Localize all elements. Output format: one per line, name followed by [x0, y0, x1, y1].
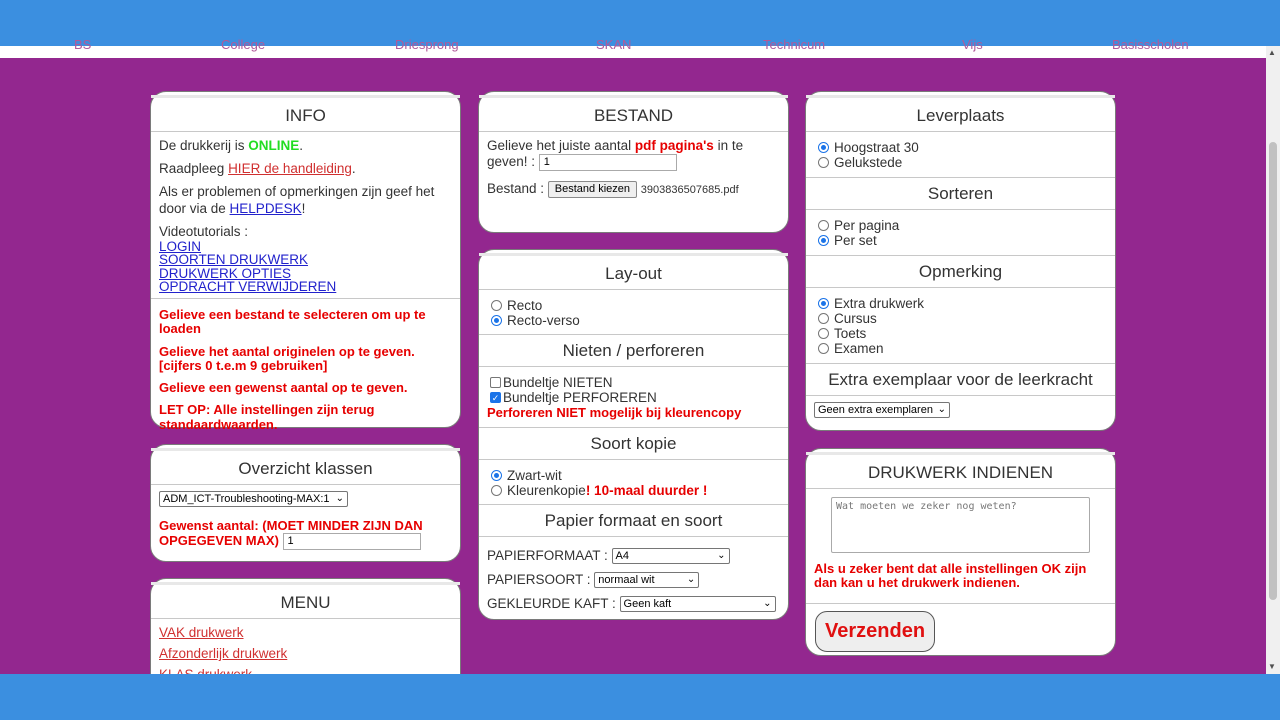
- papierformaat-select[interactable]: [612, 548, 730, 564]
- papierformaat-row: [487, 544, 780, 568]
- verzenden-button[interactable]: Verzenden: [815, 611, 935, 652]
- perforeren-warning: Perforeren NIET mogelijk bij kleurencopy: [487, 405, 742, 420]
- option-label: Zwart-wit: [507, 467, 562, 483]
- select-value: Geen extra exemplaren: [818, 404, 933, 417]
- nav-item-driesprong[interactable]: Driesprong: [395, 37, 459, 52]
- leverplaats-title: Leverplaats: [806, 95, 1115, 132]
- klassen-panel: [150, 444, 461, 562]
- error-list: [151, 298, 460, 432]
- pages-suffix: in te geven! :: [487, 138, 744, 170]
- klassen-title: Overzicht klassen: [151, 448, 460, 485]
- klassen-body: [151, 485, 460, 556]
- kaft-label: GEKLEURDE KAFT :: [487, 595, 620, 611]
- opmerking-option-toets[interactable]: [814, 326, 1107, 341]
- problem-suffix: !: [301, 200, 306, 216]
- sorteren-option-per-set[interactable]: [814, 233, 1107, 248]
- file-name: 3903836507685.pdf: [640, 184, 739, 197]
- radio-toets[interactable]: [818, 328, 829, 339]
- klassen-select-value: ADM_ICT-Troubleshooting-MAX:1: [163, 493, 330, 505]
- desired-label: Gewenst aantal: (MOET MINDER ZIJN DAN OPGEGEVEN MAX): [159, 518, 423, 549]
- sorteren-body: [806, 210, 1115, 255]
- menu-item-vak[interactable]: VAK drukwerk: [159, 625, 244, 640]
- radio-recto[interactable]: [491, 300, 502, 311]
- layout-option-recto[interactable]: [487, 298, 780, 313]
- radio-examen[interactable]: [818, 343, 829, 354]
- desired-amount-input[interactable]: 1: [283, 533, 421, 550]
- bestand-body: [479, 132, 788, 204]
- status-suffix: .: [299, 138, 304, 153]
- page-scrollbar[interactable]: [1266, 46, 1280, 674]
- papier-body: [479, 537, 788, 623]
- option-label: Kleurenkopie: [507, 482, 586, 498]
- video-link-opties[interactable]: DRUKWERK OPTIES: [159, 265, 292, 281]
- option-label: Per pagina: [834, 218, 900, 233]
- helpdesk-link[interactable]: HELPDESK: [229, 200, 302, 216]
- nav-item-vijs[interactable]: Vijs: [962, 37, 983, 52]
- indienen-body: [806, 489, 1115, 603]
- problem-line: [159, 184, 452, 216]
- radio-per-set[interactable]: [818, 235, 829, 246]
- leverplaats-option-hoogstraat[interactable]: [814, 140, 1107, 155]
- page-background: [0, 58, 1266, 674]
- error-message: LET OP: Alle instellingen zijn terug standaardwaarden.: [159, 402, 375, 432]
- kaft-select[interactable]: [620, 596, 776, 612]
- submit-warning: Als u zeker bent dat alle instellingen OK zijn dan kan u het drukwerk indienen.: [814, 561, 1087, 591]
- menu-title: MENU: [151, 582, 460, 619]
- leverplaats-body: [806, 132, 1115, 177]
- soort-option-kleur[interactable]: [487, 483, 780, 498]
- papierformaat-label: PAPIERFORMAAT :: [487, 547, 612, 563]
- options-panel: [478, 249, 789, 620]
- indienen-title: DRUKWERK INDIENEN: [806, 452, 1115, 489]
- error-message: Gelieve een bestand te selecteren om up te loaden: [159, 306, 426, 337]
- opmerking-option-extra[interactable]: [814, 296, 1107, 311]
- option-label: Bundeltje PERFOREREN: [503, 390, 657, 405]
- nav-item-technicum[interactable]: Technicum: [763, 37, 826, 52]
- desired-row: [159, 519, 452, 550]
- site-nav-strip: [0, 37, 1266, 58]
- nieten-option-perforeren[interactable]: [487, 390, 780, 405]
- chevron-down-icon: ⌄: [335, 493, 344, 504]
- bestand-title: BESTAND: [479, 95, 788, 132]
- extra-body: [806, 396, 1115, 424]
- option-label: Recto-verso: [507, 313, 580, 328]
- option-label: Recto: [507, 298, 543, 313]
- nav-item-bs[interactable]: BS: [74, 37, 92, 52]
- option-label: Examen: [834, 341, 884, 356]
- layout-option-recto-verso[interactable]: [487, 313, 780, 328]
- pages-input[interactable]: 1: [539, 154, 677, 171]
- info-body: [151, 132, 460, 298]
- file-row: [487, 181, 780, 198]
- papiersoort-label: PAPIERSOORT :: [487, 571, 595, 587]
- scroll-down-icon[interactable]: ▼: [1268, 662, 1276, 671]
- textarea-placeholder: Wat moeten we zeker nog weten?: [836, 501, 1017, 512]
- submit-row: [806, 603, 1115, 659]
- sorteren-option-per-pagina[interactable]: [814, 218, 1107, 233]
- info-title: INFO: [151, 95, 460, 132]
- chevron-down-icon: ⌄: [763, 598, 772, 610]
- scroll-up-icon[interactable]: ▲: [1268, 48, 1276, 57]
- layout-title: Lay-out: [479, 253, 788, 290]
- problem-text: Als er problemen of opmerkingen zijn geef het door via de: [159, 184, 435, 216]
- browser-bottom-bar: [0, 674, 1280, 720]
- submit-panel: [805, 448, 1116, 656]
- option-label: Per set: [834, 233, 877, 248]
- error-message: Gelieve het aantal originelen op te geven. [cijfers 0 t.e.m 9 gebruiken]: [159, 343, 415, 373]
- video-link-login[interactable]: LOGIN: [159, 238, 202, 254]
- radio-recto-verso[interactable]: [491, 315, 502, 326]
- papiersoort-select[interactable]: [594, 572, 699, 588]
- nieten-body: [479, 367, 788, 427]
- manual-line: [159, 161, 452, 177]
- opmerking-option-cursus[interactable]: [814, 311, 1107, 326]
- radio-zwart-wit[interactable]: [491, 470, 502, 481]
- nieten-option-nieten[interactable]: [487, 375, 780, 390]
- nav-item-skan[interactable]: SKAN: [596, 37, 632, 52]
- option-label: Extra drukwerk: [834, 296, 925, 311]
- select-value: normaal wit: [598, 574, 655, 587]
- menu-item-afzonderlijk[interactable]: Afzonderlijk drukwerk: [159, 646, 288, 661]
- nav-item-basisscholen[interactable]: Basisscholen: [1112, 37, 1189, 52]
- radio-gelukstede[interactable]: [818, 157, 829, 168]
- papiersoort-row: [487, 568, 780, 592]
- radio-hoogstraat[interactable]: [818, 142, 829, 153]
- browser-top-bar: [0, 0, 1280, 46]
- extra-title: Extra exemplaar voor de leerkracht: [806, 363, 1115, 396]
- nav-item-college[interactable]: College: [221, 37, 266, 52]
- soort-body: [479, 460, 788, 504]
- select-value: A4: [615, 550, 629, 563]
- video-link-soorten[interactable]: SOORTEN DRUKWERK: [159, 252, 309, 268]
- opmerking-option-examen[interactable]: [814, 341, 1107, 356]
- radio-cursus[interactable]: [818, 313, 829, 324]
- video-link-verwijderen[interactable]: OPDRACHT VERWIJDEREN: [159, 279, 337, 295]
- chevron-down-icon: ⌄: [717, 550, 726, 562]
- option-label: Gelukstede: [834, 155, 903, 170]
- leverplaats-option-gelukstede[interactable]: [814, 155, 1107, 170]
- pages-row: [487, 138, 780, 171]
- soort-title: Soort kopie: [479, 427, 788, 460]
- option-label: Toets: [834, 326, 867, 341]
- status-line: [159, 138, 452, 154]
- option-label: Bundeltje NIETEN: [503, 375, 613, 390]
- file-label: Bestand :: [487, 181, 548, 197]
- bestand-panel: [478, 91, 789, 233]
- choose-file-button[interactable]: Bestand kiezen: [548, 181, 637, 198]
- kleur-price-note: ! 10-maal duurder !: [585, 482, 708, 498]
- manual-suffix: .: [351, 161, 356, 177]
- opmerking-title: Opmerking: [806, 255, 1115, 288]
- checkbox-perforeren[interactable]: ✓: [491, 393, 500, 403]
- manual-link[interactable]: HIER de handleiding: [228, 161, 352, 177]
- delivery-panel: [805, 91, 1116, 431]
- layout-body: [479, 290, 788, 334]
- soort-option-zwart-wit[interactable]: [487, 468, 780, 483]
- radio-kleurenkopie[interactable]: [491, 485, 502, 496]
- opmerking-body: [806, 288, 1115, 363]
- papier-title: Papier formaat en soort: [479, 504, 788, 537]
- klassen-select[interactable]: [159, 491, 348, 507]
- remarks-textarea[interactable]: [831, 497, 1090, 553]
- radio-extra-drukwerk[interactable]: [818, 298, 829, 309]
- radio-per-pagina[interactable]: [818, 220, 829, 231]
- extra-exemplaar-select[interactable]: [814, 402, 950, 418]
- kaft-row: [487, 592, 780, 616]
- video-links: [159, 240, 452, 294]
- error-message: Gelieve een gewenst aantal op te geven.: [159, 380, 408, 396]
- chevron-down-icon: ⌄: [686, 574, 696, 586]
- pages-prefix: Gelieve het juiste aantal: [487, 138, 635, 153]
- checkbox-nieten[interactable]: [490, 377, 501, 388]
- status-prefix: De drukkerij is: [159, 138, 249, 153]
- status-badge: ONLINE: [248, 138, 300, 153]
- videos-label: Videotutorials :: [159, 223, 249, 239]
- pages-highlight: pdf pagina's: [634, 138, 714, 153]
- manual-prefix: Raadpleeg: [159, 161, 229, 177]
- select-value: Geen kaft: [623, 598, 672, 611]
- option-label: Hoogstraat 30: [834, 140, 919, 155]
- info-panel: [150, 91, 461, 432]
- scrollbar-thumb[interactable]: [1269, 142, 1277, 600]
- chevron-down-icon: ⌄: [937, 404, 946, 416]
- sorteren-title: Sorteren: [806, 177, 1115, 210]
- option-label: Cursus: [834, 311, 877, 326]
- nieten-title: Nieten / perforeren: [479, 334, 788, 367]
